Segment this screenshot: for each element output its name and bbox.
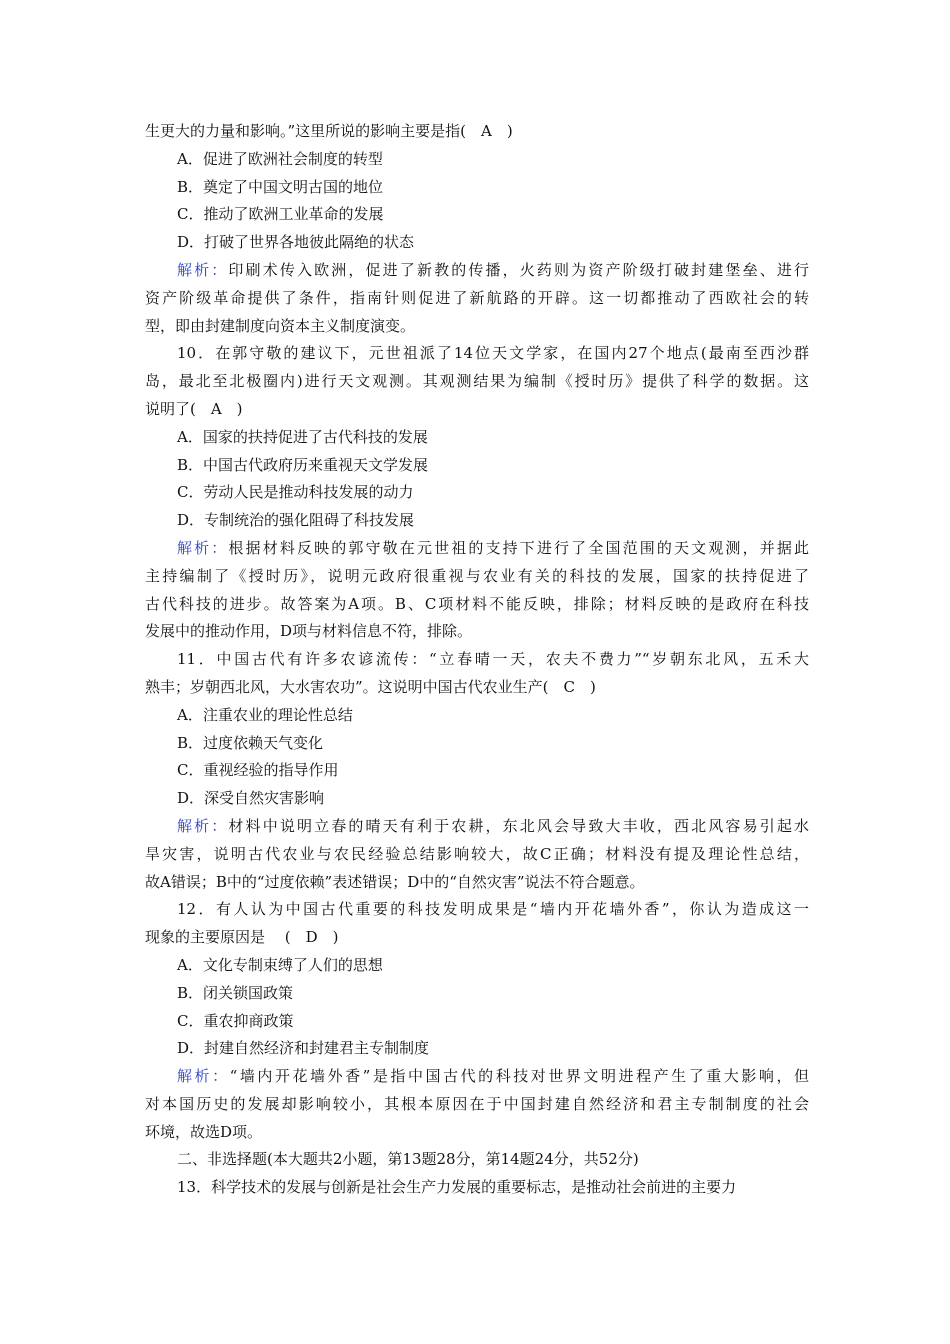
answer-option: C．重农抑商政策 [177, 1011, 294, 1030]
question-line: 11．中国古代有许多农谚流传：“立春晴一天，农夫不费力”“岁朝东北风，五禾大 [177, 650, 809, 669]
answer-option: D．打破了世界各地彼此隔绝的状态 [177, 233, 415, 252]
analysis-text: 旱灾害，说明古代农业与农民经验总结影响较大，故C正确；材料没有提及理论性总结， [145, 844, 809, 863]
answer-option: C．重视经验的指导作用 [177, 761, 339, 780]
analysis-label: 解析： [177, 260, 229, 279]
analysis-line [145, 257, 809, 285]
question-line: 岛，最北至北极圈内)进行天文观测。其观测结果为编制《授时历》提供了科学的数据。这 [145, 372, 809, 391]
analysis-line [145, 1091, 809, 1119]
answer-option: B．中国古代政府历来重视天文学发展 [177, 455, 429, 474]
analysis-label: 解析： [177, 538, 229, 557]
analysis-label: 解析： [177, 1067, 230, 1086]
answer-option: D．专制统治的强化阻碍了科技发展 [177, 511, 415, 530]
analysis-text: 古代科技的进步。故答案为A项。B、C项材料不能反映，排除；材料反映的是政府在科技 [145, 594, 809, 613]
answer-option: A．文化专制束缚了人们的思想 [177, 955, 383, 974]
answer-option: D．深受自然灾害影响 [177, 789, 325, 808]
analysis-text: 资产阶级革命提供了条件，指南针则促进了新航路的开辟。这一切都推动了西欧社会的转 [145, 288, 809, 307]
question-line: 熟丰；岁朝西北风，大水害农功”。这说明中国古代农业生产( C ) [145, 677, 596, 696]
answer-option: C．推动了欧洲工业革命的发展 [177, 205, 384, 224]
question-line: 10．在郭守敬的建议下，元世祖派了14位天文学家，在国内27个地点(最南至西沙群 [177, 344, 809, 363]
question-line: 现象的主要原因是 ( D ) [145, 928, 339, 947]
question-line: 说明了( A ) [145, 399, 243, 418]
analysis-line [145, 813, 809, 841]
answer-option: B．过度依赖天气变化 [177, 733, 324, 752]
question-line: 13．科学技术的发展与创新是社会生产力发展的重要标志，是推动社会前进的主要力 [177, 1178, 737, 1197]
analysis-text: 型，即由封建制度向资本主义制度演变。 [145, 316, 416, 335]
analysis-text: 对本国历史的发展却影响较小，其根本原因在于中国封建自然经济和君主专制制度的社会 [145, 1094, 809, 1113]
analysis-line [145, 313, 809, 341]
analysis-line [145, 841, 809, 869]
text-line: 生更大的力量和影响。”这里所说的影响主要是指( A ) [145, 122, 513, 140]
analysis-text: 故A错误；B中的“过度依赖”表述错误；D中的“自然灾害”说法不符合题意。 [145, 872, 645, 891]
analysis-text: 发展中的推动作用，D项与材料信息不符，排除。 [145, 622, 473, 641]
answer-option: C．劳动人民是推动科技发展的动力 [177, 483, 414, 502]
analysis-line [145, 285, 809, 313]
answer-option: B．闭关锁国政策 [177, 983, 294, 1002]
analysis-text: 主持编制了《授时历》，说明元政府很重视与农业有关的科技的发展，国家的扶持促进了 [145, 566, 809, 585]
analysis-line [145, 563, 809, 591]
analysis-text: 印刷术传入欧洲，促进了新教的传播，火药则为资产阶级打破封建堡垒、进行 [228, 260, 809, 279]
analysis-text: 环境，故选D项。 [145, 1122, 263, 1141]
analysis-text: 根据材料反映的郭守敬在元世祖的支持下进行了全国范围的天文观测，并据此 [228, 538, 809, 557]
analysis-label: 解析： [177, 816, 229, 835]
question-line: 12．有人认为中国古代重要的科技发明成果是“墙内开花墙外香”，你认为造成这一 [177, 900, 809, 919]
answer-option: A．注重农业的理论性总结 [177, 705, 353, 724]
answer-option: A．国家的扶持促进了古代科技的发展 [177, 427, 428, 446]
answer-option: B．奠定了中国文明古国的地位 [177, 177, 384, 196]
analysis-line [145, 1063, 809, 1091]
analysis-line [145, 869, 809, 897]
analysis-text: 材料中说明立春的晴天有利于农耕，东北风会导致大丰收，西北风容易引起水 [228, 816, 809, 835]
section-heading: 二、非选择题(本大题共2小题，第13题28分，第14题24分，共52分) [177, 1150, 639, 1169]
answer-option: D．封建自然经济和封建君主专制制度 [177, 1039, 430, 1058]
analysis-text: “墙内开花墙外香”是指中国古代的科技对世界文明进程产生了重大影响，但 [229, 1067, 809, 1086]
analysis-line [145, 591, 809, 619]
analysis-line [145, 1119, 809, 1147]
analysis-line [145, 535, 809, 563]
analysis-line [145, 618, 809, 646]
document-body [145, 118, 809, 1202]
answer-option: A．促进了欧洲社会制度的转型 [177, 149, 383, 168]
